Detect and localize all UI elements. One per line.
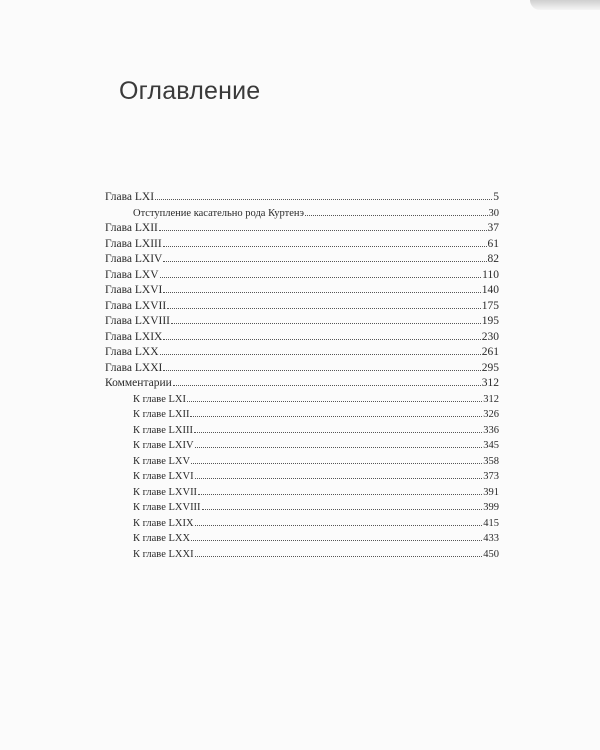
toc-entry-label: К главе LXV — [133, 455, 191, 467]
dot-leader — [163, 246, 487, 247]
toc-entry-page: 345 — [483, 440, 499, 451]
toc-entry-label: К главе LXIII — [133, 424, 193, 436]
dot-leader — [190, 416, 482, 417]
toc-entry-page: 61 — [487, 237, 499, 250]
toc-entry-chapter-68[interactable] — [105, 314, 499, 330]
dot-leader — [163, 292, 480, 293]
toc-entry-chapter-65[interactable] — [105, 268, 499, 284]
dot-leader — [195, 556, 483, 557]
dot-leader — [195, 478, 483, 479]
dot-leader — [187, 401, 482, 402]
toc-entry-page: 312 — [483, 393, 499, 405]
toc-entry-page: 230 — [481, 330, 499, 343]
toc-entry-commentary-69[interactable] — [105, 516, 499, 532]
dot-leader — [173, 385, 481, 386]
dot-leader — [163, 370, 480, 371]
dot-leader — [198, 494, 482, 495]
toc-entry-page: 82 — [487, 253, 499, 265]
toc-entry-commentary-65[interactable] — [105, 454, 499, 470]
toc-entry-chapter-61[interactable] — [105, 190, 499, 206]
toc-entry-page: 433 — [483, 533, 499, 544]
page-corner-shadow — [530, 0, 600, 10]
toc-entry-label: К главе LXI — [133, 393, 186, 405]
toc-entry-page: 358 — [483, 455, 499, 467]
dot-leader — [160, 354, 481, 355]
toc-entry-label: Глава LXX — [105, 346, 159, 358]
toc-entry-commentary-68[interactable] — [105, 500, 499, 516]
toc-entry-page: 415 — [483, 517, 499, 529]
toc-entry-page: 391 — [483, 486, 499, 498]
toc-entry-chapter-63[interactable] — [105, 237, 499, 253]
toc-entry-page: 373 — [483, 471, 499, 482]
page-title: Оглавление — [119, 76, 261, 105]
dot-leader — [191, 540, 482, 541]
toc-entry-page: 450 — [483, 548, 499, 560]
toc-entry-commentary-71[interactable] — [105, 547, 499, 563]
dot-leader — [163, 339, 480, 340]
dot-leader — [305, 215, 487, 216]
table-of-contents — [105, 190, 499, 562]
dot-leader — [155, 199, 492, 200]
toc-entry-chapter-70[interactable] — [105, 345, 499, 361]
toc-entry-label: К главе LXII — [133, 409, 190, 420]
dot-leader — [167, 308, 481, 309]
toc-entry-page: 326 — [483, 409, 499, 420]
dot-leader — [202, 509, 483, 510]
toc-entry-page: 261 — [481, 346, 499, 358]
dot-leader — [171, 323, 481, 324]
toc-entry-page: 175 — [481, 299, 499, 312]
toc-entry-label: К главе LXIV — [133, 440, 194, 451]
toc-entry-commentary-66[interactable] — [105, 469, 499, 485]
dot-leader — [160, 277, 482, 278]
toc-entry-commentary-67[interactable] — [105, 485, 499, 501]
toc-entry-label: Глава LXVI — [105, 284, 163, 296]
toc-entry-commentary-64[interactable] — [105, 438, 499, 454]
toc-entry-page: 295 — [481, 361, 499, 374]
toc-entry-label: Глава LXIV — [105, 253, 163, 265]
toc-entry-label: К главе LXVII — [133, 486, 198, 498]
toc-entry-label: Глава LXVIII — [105, 315, 171, 327]
toc-entry-page: 5 — [493, 191, 499, 203]
dot-leader — [194, 432, 482, 433]
toc-entry-chapter-71[interactable] — [105, 361, 499, 377]
toc-entry-label: Отступление касательно рода Куртенэ — [133, 207, 305, 219]
toc-entry-commentary-63[interactable] — [105, 423, 499, 439]
toc-entry-chapter-69[interactable] — [105, 330, 499, 346]
dot-leader — [195, 525, 483, 526]
toc-entry-label: Глава LXIX — [105, 330, 163, 343]
toc-entry-commentary-62[interactable] — [105, 407, 499, 423]
toc-entry-page: 336 — [483, 424, 499, 436]
toc-entry-label: Глава LXV — [105, 268, 159, 281]
toc-entry-chapter-67[interactable] — [105, 299, 499, 315]
toc-entry-page: 195 — [481, 315, 499, 327]
toc-entry-commentary-70[interactable] — [105, 531, 499, 547]
toc-entry-page: 399 — [483, 502, 499, 513]
toc-entry-label: К главе LXXI — [133, 548, 194, 560]
toc-entry-label: К главе LXIX — [133, 517, 194, 529]
toc-entry-label: Глава LXI — [105, 191, 155, 203]
toc-entry-label: Глава LXII — [105, 222, 158, 234]
toc-entry-chapter-62[interactable] — [105, 221, 499, 237]
toc-entry-page: 110 — [482, 268, 499, 281]
toc-entry-page: 140 — [481, 284, 499, 296]
dot-leader — [163, 261, 486, 262]
toc-entry-label: Комментарии — [105, 377, 172, 389]
toc-entry-label: К главе LXX — [133, 533, 191, 544]
toc-entry-digression-courtenay[interactable] — [105, 206, 499, 222]
toc-entry-page: 30 — [488, 207, 499, 219]
dot-leader — [159, 230, 487, 231]
dot-leader — [191, 463, 482, 464]
toc-entry-commentary-61[interactable] — [105, 392, 499, 408]
toc-entry-chapter-66[interactable] — [105, 283, 499, 299]
toc-entry-page: 37 — [487, 222, 499, 234]
toc-entry-label: Глава LXIII — [105, 237, 162, 250]
toc-entry-label: Глава LXXI — [105, 361, 163, 374]
toc-entry-commentary[interactable] — [105, 376, 499, 392]
toc-entry-page: 312 — [481, 377, 499, 389]
dot-leader — [195, 447, 483, 448]
toc-entry-label: К главе LXVIII — [133, 502, 201, 513]
toc-entry-label: К главе LXVI — [133, 471, 194, 482]
toc-entry-label: Глава LXVII — [105, 299, 167, 312]
toc-entry-chapter-64[interactable] — [105, 252, 499, 268]
